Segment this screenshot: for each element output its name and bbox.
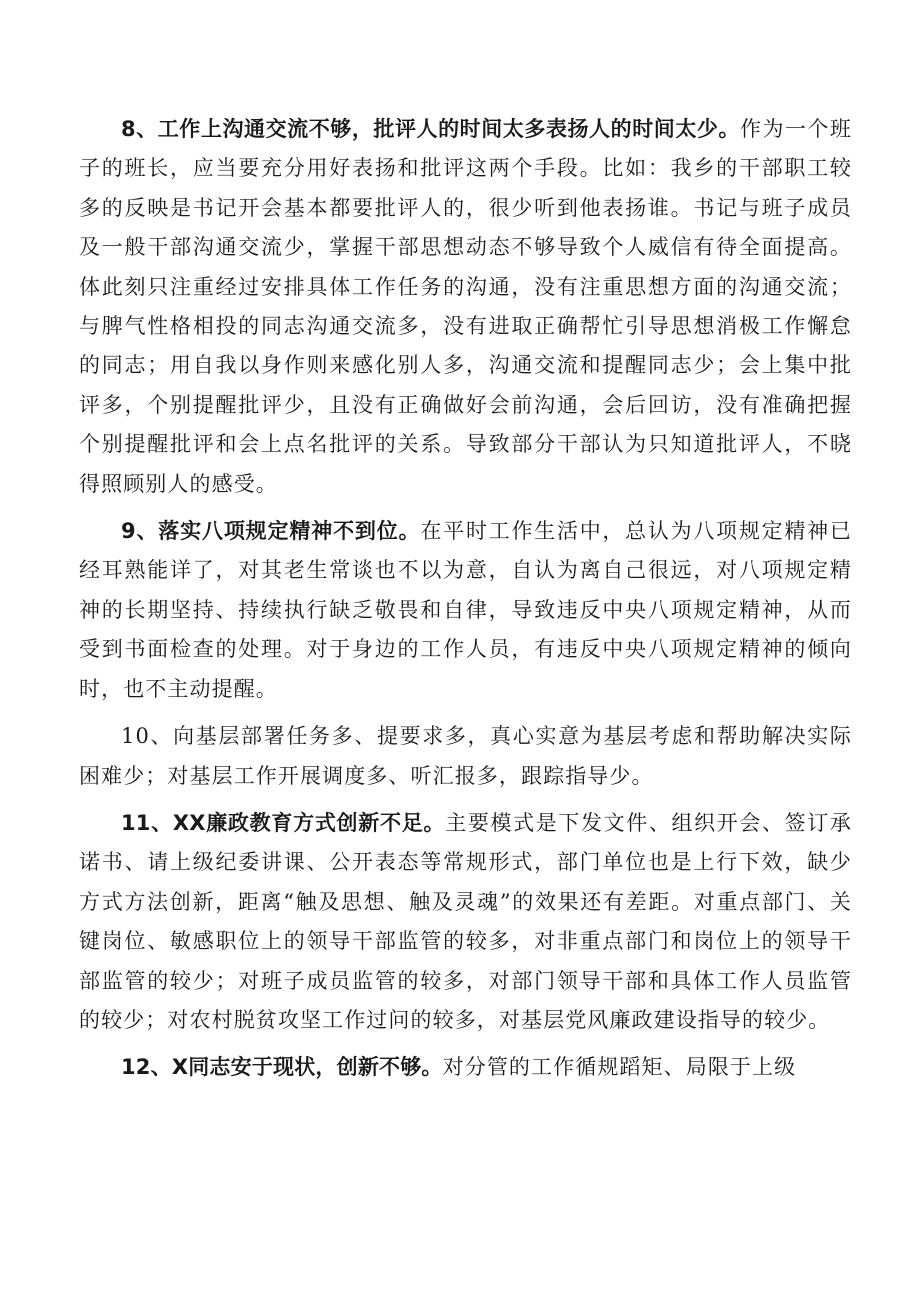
paragraph-12 [79,1048,852,1087]
paragraph-11-text: 主要模式是下发文件、组织开会、签订承诺书、请上级纪委讲课、公开表态等常规形式，部门单位也是上行下效，缺少方式方法创新，距离“触及思想、触及灵魂”的效果还有差距。对重点部门、关键岗位、敏感职位上的领导干部监管的较多，对非重点部门和岗位上的领导干部监管的较少；对班子成员监管的较多，对部门领导干部和具体工作人员监管的较少；对农村脱贫攻坚工作过问的较多，对基层党风廉政建设指导的较少。 [79,810,852,1032]
paragraph-9-text: 在平时工作生活中，总认为八项规定精神已经耳熟能详了，对其老生常谈也不以为意，自认为离自己很远，对八项规定精神的长期坚持、持续执行缺乏敬畏和自律，导致违反中央八项规定精神，从而受到书面检查的处理。对于身边的工作人员，有违反中央八项规定精神的倾向时，也不主动提醒。 [79,519,852,701]
paragraph-12-heading: 12、X同志安于现状，创新不够。 [121,1055,443,1080]
paragraph-10 [79,717,852,796]
document-body [79,110,852,1096]
paragraph-8-heading: 8、工作上沟通交流不够，批评人的时间太多表扬人的时间太少。 [121,117,741,141]
paragraph-12-text: 对分管的工作循规蹈矩、局限于上级 [442,1055,797,1080]
paragraph-11 [79,804,852,1040]
paragraph-9 [79,512,852,709]
paragraph-8-text: 作为一个班子的班长，应当要充分用好表扬和批评这两个手段。比如：我乡的干部职工较多的反映是书记开会基本都要批评人的，很少听到他表扬谁。书记与班子成员及一般干部沟通交流少，掌握干部思想动态不够导致个人威信有待全面提高。体此刻只注重经过安排具体工作任务的沟通，没有注重思想方面的沟通交流；与脾气性格相投的同志沟通交流多，没有进取正确帮忙引导思想消极工作懈怠的同志；用自我以身作则来感化别人多，沟通交流和提醒同志少；会上集中批评多，个别提醒批评少，且没有正确做好会前沟通，会后回访，没有准确把握个别提醒批评和会上点名批评的关系。导致部分干部认为只知道批评人，不晓得照顾别人的感受。 [79,117,852,496]
paragraph-8 [79,110,852,504]
paragraph-10-text: 10、向基层部署任务多、提要求多，真心实意为基层考虑和帮助解决实际困难少；对基层工作开展调度多、听汇报多，跟踪指导少。 [79,724,852,788]
paragraph-11-heading: 11、XX廉政教育方式创新不足。 [121,810,446,835]
paragraph-9-heading: 9、落实八项规定精神不到位。 [121,519,421,544]
